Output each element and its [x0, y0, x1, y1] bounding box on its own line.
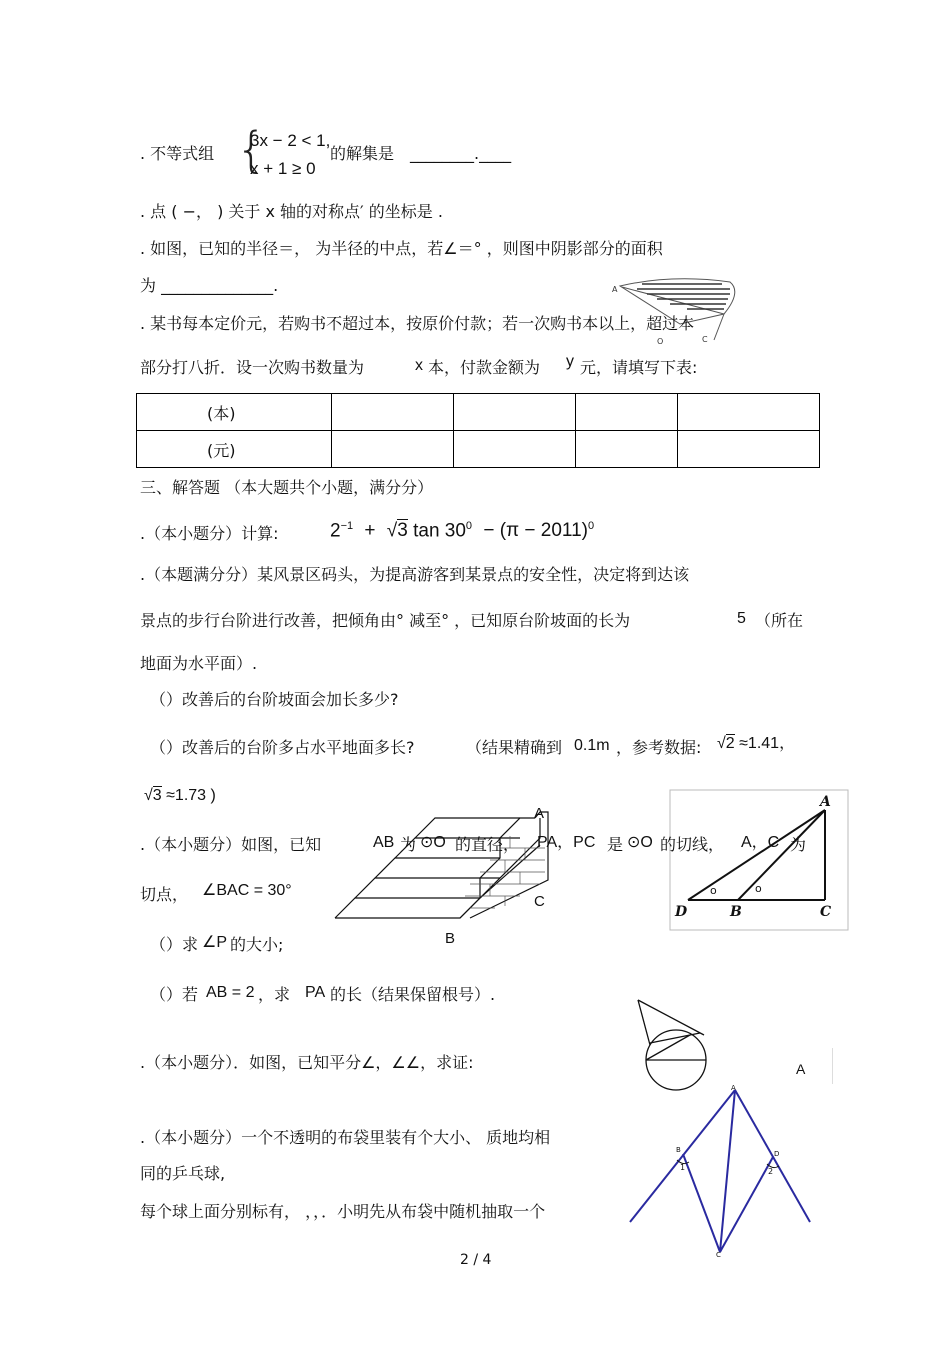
q4-line2a: 部分打八折．设一次购书数量为 — [140, 358, 365, 377]
bis-label-1: 1 — [680, 1163, 686, 1172]
q8-box: A — [796, 1061, 806, 1077]
tri-label-c: C — [820, 904, 832, 920]
q7-sub1a: （）求 — [150, 935, 199, 954]
q7-pa: PA，PC — [537, 834, 596, 851]
q7-sub2b: AB = 2 — [206, 984, 255, 1001]
tri-angle-1: o — [710, 884, 717, 897]
q3-line1: . 如图，已知的半径＝， 为半径的中点，若∠＝° ，则图中阴影部分的面积 — [140, 239, 663, 258]
q6-sub1: （）改善后的台阶坡面会加长多少? — [150, 690, 399, 709]
bis-label-b: B — [676, 1146, 681, 1154]
q6-sub2b: （结果精确到 — [466, 738, 563, 757]
q4-line2c: 元，请填写下表: — [580, 358, 698, 377]
tri-label-d: D — [675, 904, 688, 920]
bis-label-2: 2 — [768, 1167, 774, 1176]
sector-figure — [612, 272, 772, 347]
table-cell[interactable] — [678, 431, 820, 468]
q6-len: 5 — [737, 610, 746, 627]
q1-suffix: 的解集是 — [330, 144, 395, 163]
q2-text: . 点 ( −， ) 关于 x 轴的对称点′ 的坐标是 . — [140, 202, 443, 221]
q7-ab: AB — [373, 834, 395, 851]
q6-line2a: 景点的步行台阶进行改善，把倾角由° 减至° ，已知原台阶坡面的长为 — [140, 611, 631, 630]
table-cell[interactable] — [576, 394, 678, 431]
table-row — [137, 431, 820, 468]
bisector-figure — [625, 1082, 815, 1257]
q6-line2b: （所在 — [755, 611, 804, 630]
q7-angle: ∠BAC = 30° — [202, 882, 292, 899]
q7-sub2c: ，求 — [258, 985, 291, 1004]
q7-line2: 切点， — [140, 885, 189, 904]
q6-sub2a: （）改善后的台阶多占水平地面多长? — [150, 738, 415, 757]
q3-label-o: O — [657, 337, 664, 346]
q7-ac: A，C — [741, 834, 780, 851]
q4-line2b: 本，付款金额为 — [428, 358, 541, 377]
q8-text: .（本小题分）．如图，已知平分∠，∠∠，求证: — [140, 1053, 474, 1072]
q6-line1: .（本题满分分）某风景区码头，为提高游客到某景点的安全性，决定将到达该 — [140, 565, 690, 584]
q5-expr: $2^{-1} + √3$ $\tan 30^0 - (\pi - 2011)^0$ — [330, 520, 595, 542]
q3-label-c: C — [702, 335, 708, 344]
stair-label-a: A — [534, 805, 545, 822]
q7-line1a: .（本小题分）如图，已知 — [140, 835, 322, 854]
section-title: 三、解答题 （本大题共个小题，满分分） — [140, 478, 434, 497]
q1-blank: ________.____ — [410, 144, 512, 163]
q7-odot2: ⊙O — [627, 834, 653, 851]
row-label: (本) — [137, 394, 332, 431]
q9-line2: 同的乒乓球, — [140, 1164, 226, 1183]
q4-y: y — [566, 353, 574, 370]
q7-sub1c: 的大小; — [230, 935, 284, 954]
stair-label-b: B — [445, 930, 456, 947]
q9-line1: .（本小题分）一个不透明的布袋里装有个大小、 质地均相 — [140, 1128, 551, 1147]
bis-label-d: D — [774, 1150, 780, 1158]
q4-line1: . 某书每本定价元，若购书不超过本，按原价付款；若一次购书本以上，超过本 — [140, 314, 695, 333]
brace-icon: { — [236, 122, 267, 178]
q7-line1d: 是 — [607, 835, 624, 854]
q6-sqrt3: √3 ≈1.73 ) — [144, 787, 216, 804]
stair-figure — [330, 800, 560, 950]
tri-angle-2: o — [755, 882, 762, 895]
bis-label-a: A — [731, 1084, 736, 1092]
q6-sub2c: ，参考数据: — [616, 738, 702, 757]
q1-line1: 3x − 2 < 1, — [250, 131, 331, 150]
tri-label-b: B — [730, 904, 742, 920]
price-table — [136, 393, 820, 468]
q8-box-frame — [778, 1048, 833, 1084]
stair-label-c: C — [534, 893, 545, 910]
table-cell[interactable] — [332, 394, 454, 431]
q6-sqrt2: √2 ≈1.41， — [717, 735, 796, 752]
q4-x: x — [415, 357, 423, 374]
page-number: 2 / 4 — [460, 1252, 492, 1268]
bis-label-c: C — [716, 1251, 721, 1259]
tri-label-a: A — [820, 794, 831, 810]
q7-line1e: 的切线， — [660, 835, 725, 854]
q7-odot: ⊙O — [420, 834, 446, 851]
table-cell[interactable] — [454, 394, 576, 431]
table-cell[interactable] — [678, 394, 820, 431]
triangle-figure — [670, 790, 850, 930]
table-cell[interactable] — [576, 431, 678, 468]
q7-sub2d: PA — [305, 984, 326, 1001]
q7-line1f: 为 — [790, 835, 807, 854]
q7-line1c: 的直径， — [455, 835, 520, 854]
q1-line2: x + 1 ≥ 0 — [250, 159, 316, 178]
q1-prefix: . 不等式组 — [140, 144, 215, 163]
table-cell[interactable] — [454, 431, 576, 468]
q3-line2: 为 ______________. — [140, 276, 279, 295]
table-cell[interactable] — [332, 431, 454, 468]
q7-line1b: 为 — [400, 835, 417, 854]
q3-label-a: A — [612, 285, 618, 294]
q7-sub1b: ∠P — [202, 934, 228, 951]
q7-sub2e: 的长（结果保留根号）. — [330, 985, 496, 1004]
q6-prec: 0.1m — [574, 737, 610, 754]
q5-prefix: .（本小题分）计算: — [140, 524, 279, 543]
q7-sub2a: （）若 — [150, 985, 199, 1004]
q6-line3: 地面为水平面）. — [140, 654, 258, 673]
row-label: (元) — [137, 431, 332, 468]
table-row — [137, 394, 820, 431]
q9-line3: 每个球上面分别标有， ，，．小明先从布袋中随机抽取一个 — [140, 1202, 546, 1221]
